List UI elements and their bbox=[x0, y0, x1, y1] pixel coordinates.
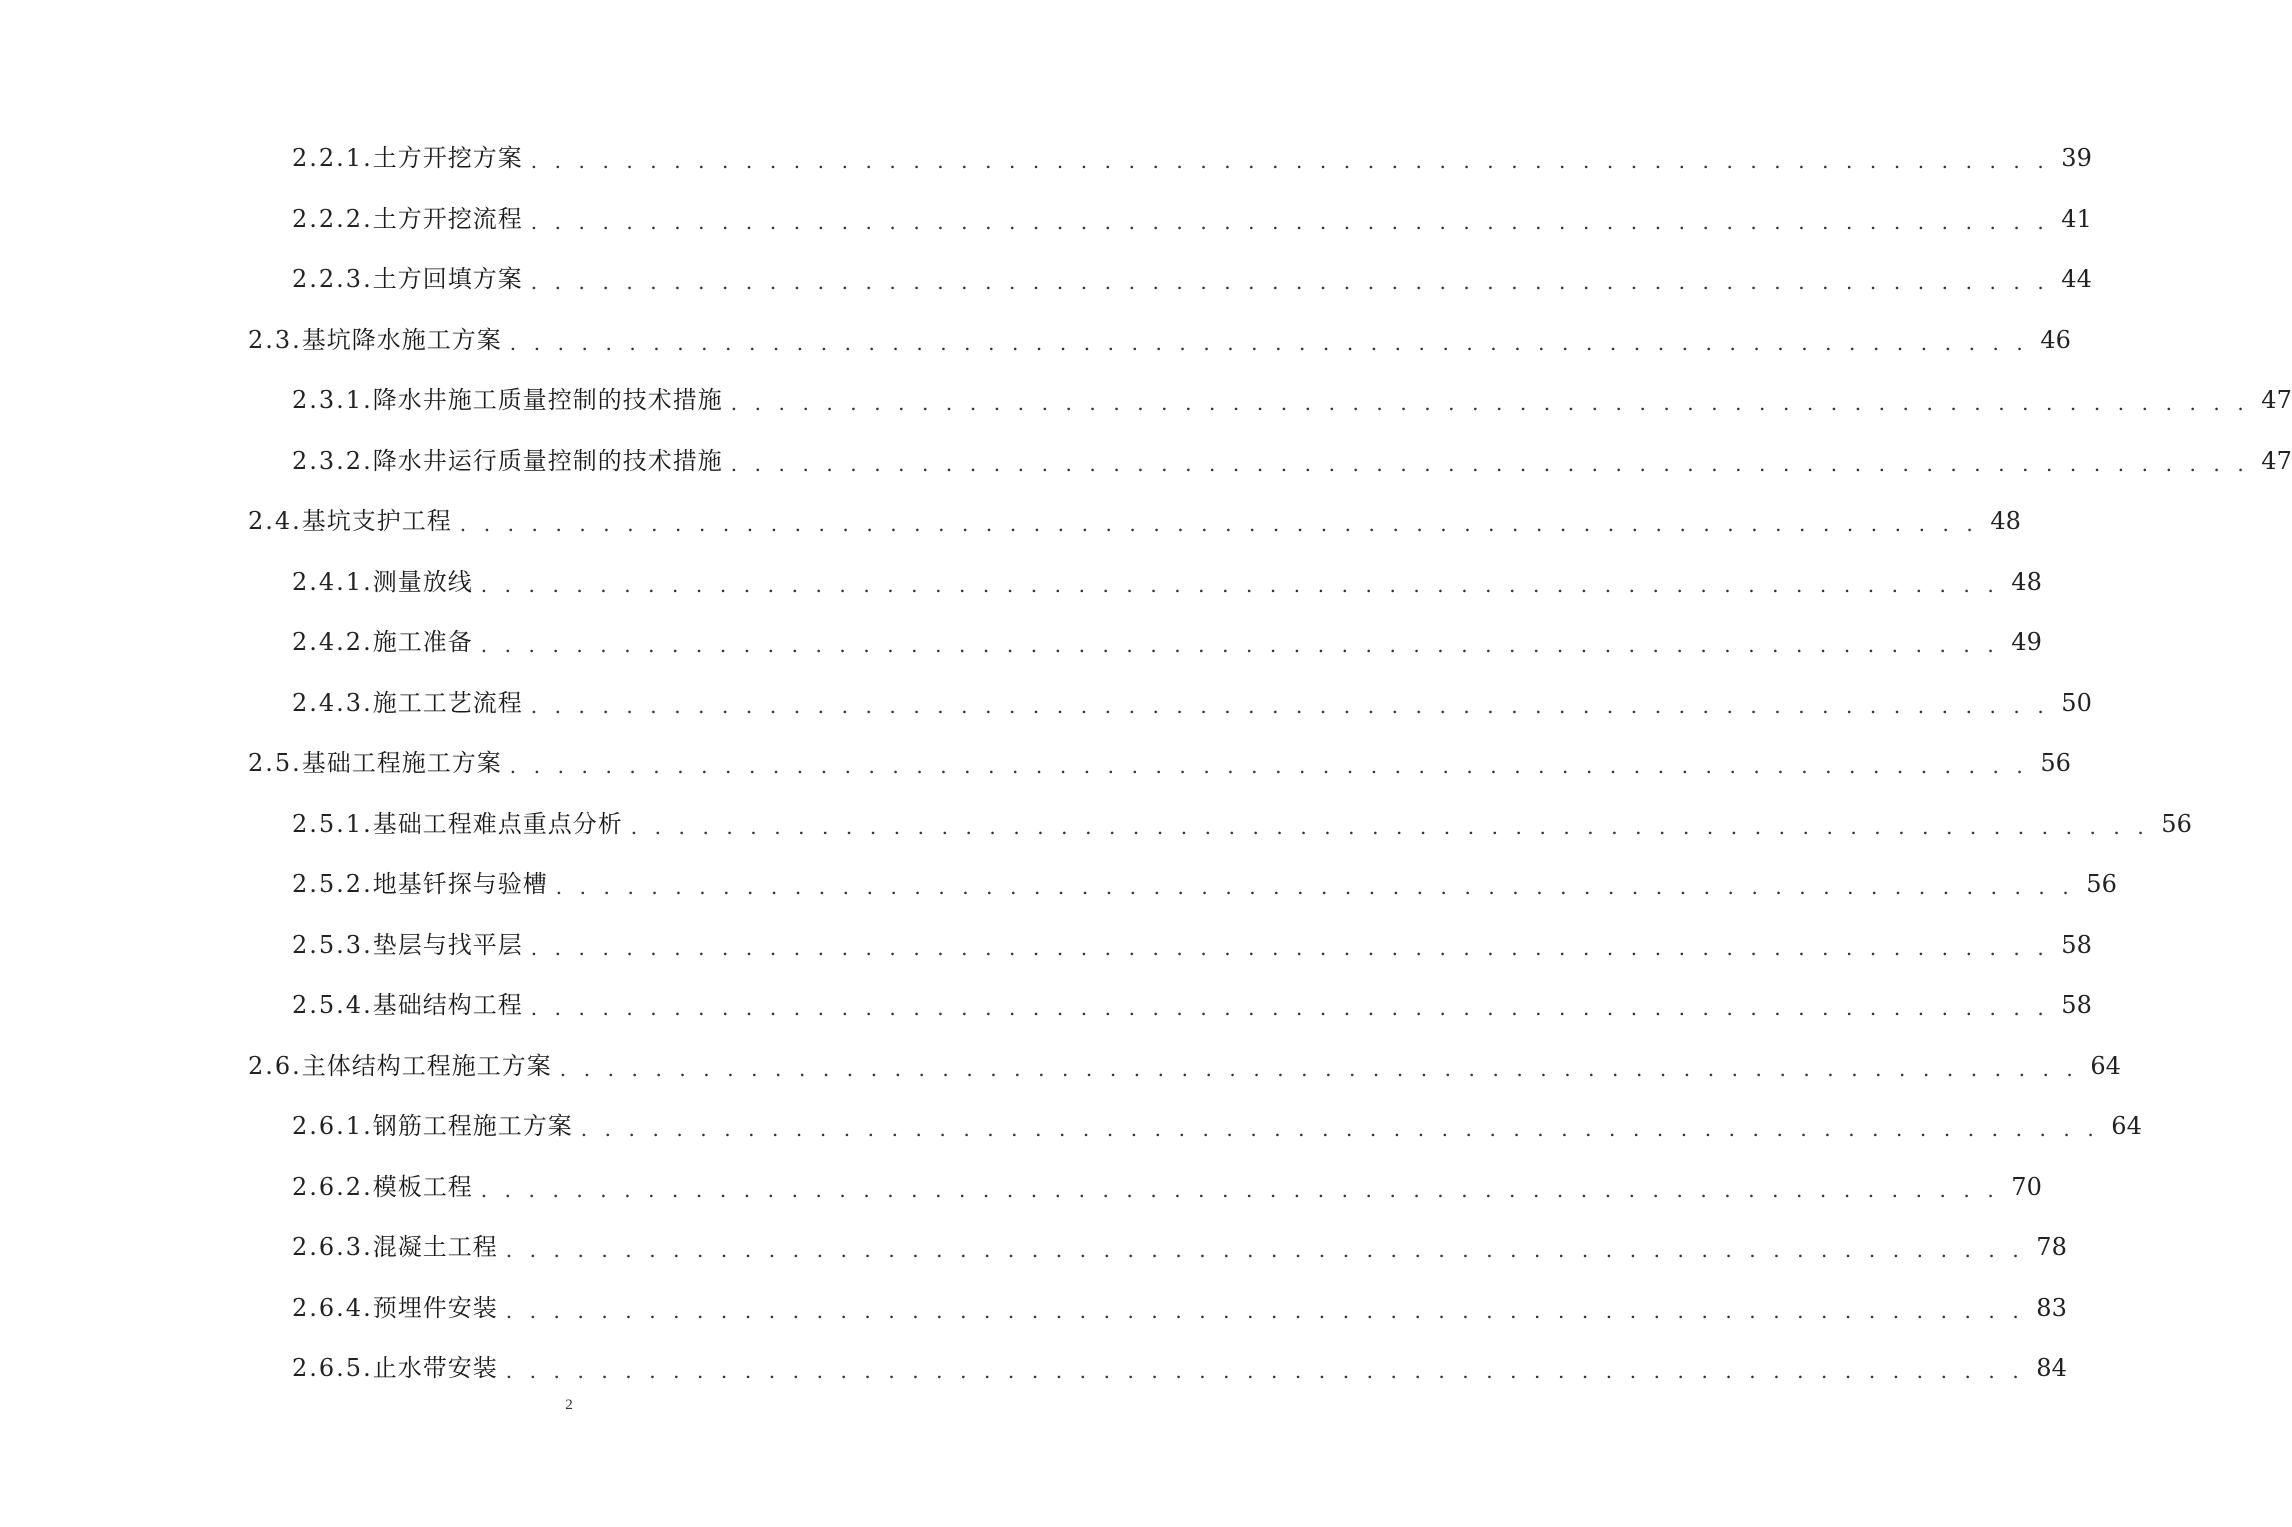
toc-entry-title: 土方回填方案 bbox=[372, 265, 523, 294]
toc-entry-number: 2.5.4. bbox=[292, 991, 373, 1020]
toc-entry-number: 2.5.3. bbox=[292, 930, 373, 959]
toc-entry-number: 2.6.2. bbox=[292, 1172, 373, 1201]
toc-entry[interactable] bbox=[0, 854, 2117, 915]
toc-entry-number: 2.6. bbox=[248, 1051, 302, 1080]
toc-entry[interactable] bbox=[0, 552, 2042, 613]
toc-entry[interactable] bbox=[0, 915, 2092, 976]
toc-entry[interactable] bbox=[0, 1157, 2042, 1218]
toc-entry-page: 64 bbox=[2090, 1051, 2121, 1080]
page-number: 2 bbox=[565, 1397, 573, 1413]
toc-entry-number: 2.3.2. bbox=[292, 446, 373, 475]
toc-entry-page: 78 bbox=[2036, 1233, 2067, 1262]
dot-leader: . . . . . . . . . . . . . . . . . . . . . . . . . . . . . . . . . . . . . . . . . . . . . . . . . . . . . . . . . . . . . . . . bbox=[530, 935, 2050, 960]
toc-entry-page: 48 bbox=[2011, 567, 2042, 596]
toc-entry-number: 2.3. bbox=[248, 325, 302, 354]
toc-entry-page: 44 bbox=[2061, 265, 2092, 294]
toc-entry[interactable] bbox=[0, 1096, 2142, 1157]
toc-entry-number: 2.4.2. bbox=[292, 628, 373, 657]
dot-leader: . . . . . . . . . . . . . . . . . . . . . . . . . . . . . . . . . . . . . . . . . . . . . . . . . . . . . . . . . . . . . . . . bbox=[559, 1056, 2079, 1081]
toc-entry-page: 84 bbox=[2036, 1354, 2067, 1383]
toc-entry[interactable] bbox=[0, 431, 2292, 492]
dot-leader: . . . . . . . . . . . . . . . . . . . . . . . . . . . . . . . . . . . . . . . . . . . . . . . . . . . . . . . . . . . . . . . . bbox=[530, 209, 2050, 234]
toc-entry[interactable] bbox=[0, 249, 2092, 310]
toc-entry-number: 2.6.5. bbox=[292, 1354, 373, 1383]
toc-entry-title: 地基钎探与验槽 bbox=[372, 870, 548, 899]
toc-entry-number: 2.5.1. bbox=[292, 809, 373, 838]
toc-entry-title: 土方开挖方案 bbox=[372, 144, 523, 173]
toc-entry-number: 2.5.2. bbox=[292, 870, 373, 899]
toc-entry[interactable] bbox=[0, 370, 2292, 431]
toc-entry[interactable] bbox=[0, 310, 2071, 371]
toc-entry-number: 2.4.1. bbox=[292, 567, 373, 596]
dot-leader: . . . . . . . . . . . . . . . . . . . . . . . . . . . . . . . . . . . . . . . . . . . . . . . . . . . . . . . . . . . . . . . . bbox=[555, 875, 2075, 900]
toc-entry-page: 56 bbox=[2086, 870, 2117, 899]
toc-entry-title: 测量放线 bbox=[372, 567, 473, 596]
toc-entry-page: 39 bbox=[2061, 144, 2092, 173]
toc-entry-page: 49 bbox=[2011, 628, 2042, 657]
toc-entry[interactable] bbox=[0, 491, 2021, 552]
toc-entry-title: 混凝土工程 bbox=[372, 1233, 498, 1262]
toc-entry-title: 降水井施工质量控制的技术措施 bbox=[372, 386, 723, 415]
dot-leader: . . . . . . . . . . . . . . . . . . . . . . . . . . . . . . . . . . . . . . . . . . . . . . . . . . . . . . . . . . . . . . . . bbox=[509, 754, 2029, 779]
toc-entry-number: 2.5. bbox=[248, 749, 302, 778]
toc-entry-page: 41 bbox=[2061, 204, 2092, 233]
toc-entry-page: 47 bbox=[2261, 446, 2292, 475]
toc-entry-title: 基坑降水施工方案 bbox=[301, 325, 502, 354]
toc-entry-page: 58 bbox=[2061, 930, 2092, 959]
dot-leader: . . . . . . . . . . . . . . . . . . . . . . . . . . . . . . . . . . . . . . . . . . . . . . . . . . . . . . . . . . . . . . . . bbox=[630, 814, 2150, 839]
toc-entry-title: 施工工艺流程 bbox=[372, 688, 523, 717]
toc-entry-title: 基坑支护工程 bbox=[301, 507, 452, 536]
toc-entry-title: 钢筋工程施工方案 bbox=[372, 1112, 573, 1141]
toc-entry-number: 2.6.4. bbox=[292, 1293, 373, 1322]
toc-entry-page: 46 bbox=[2040, 325, 2071, 354]
toc-entry-page: 58 bbox=[2061, 991, 2092, 1020]
dot-leader: . . . . . . . . . . . . . . . . . . . . . . . . . . . . . . . . . . . . . . . . . . . . . . . . . . . . . . . . . . . . . . . . bbox=[505, 1359, 2025, 1384]
dot-leader: . . . . . . . . . . . . . . . . . . . . . . . . . . . . . . . . . . . . . . . . . . . . . . . . . . . . . . . . . . . . . . . . bbox=[730, 451, 2250, 476]
toc-entry[interactable] bbox=[0, 975, 2092, 1036]
toc-entry-page: 83 bbox=[2036, 1293, 2067, 1322]
dot-leader: . . . . . . . . . . . . . . . . . . . . . . . . . . . . . . . . . . . . . . . . . . . . . . . . . . . . . . . . . . . . . . . . bbox=[530, 996, 2050, 1021]
toc-entry[interactable] bbox=[0, 1217, 2067, 1278]
toc-entry-title: 降水井运行质量控制的技术措施 bbox=[372, 446, 723, 475]
toc-entry-number: 2.6.3. bbox=[292, 1233, 373, 1262]
toc-entry-title: 土方开挖流程 bbox=[372, 204, 523, 233]
toc-entry-number: 2.2.1. bbox=[292, 144, 373, 173]
toc-entry-page: 70 bbox=[2011, 1172, 2042, 1201]
toc-entry-number: 2.2.3. bbox=[292, 265, 373, 294]
toc-entry-title: 止水带安装 bbox=[372, 1354, 498, 1383]
toc-entry-title: 基础工程施工方案 bbox=[301, 749, 502, 778]
toc-entry[interactable] bbox=[0, 1036, 2121, 1097]
toc-entry-title: 垫层与找平层 bbox=[372, 930, 523, 959]
toc-entry[interactable] bbox=[0, 612, 2042, 673]
dot-leader: . . . . . . . . . . . . . . . . . . . . . . . . . . . . . . . . . . . . . . . . . . . . . . . . . . . . . . . . . . . . . . . . bbox=[580, 1117, 2100, 1142]
toc-entry[interactable] bbox=[0, 189, 2092, 250]
dot-leader: . . . . . . . . . . . . . . . . . . . . . . . . . . . . . . . . . . . . . . . . . . . . . . . . . . . . . . . . . . . . . . . . bbox=[730, 391, 2250, 416]
toc-entry-title: 主体结构工程施工方案 bbox=[301, 1051, 552, 1080]
dot-leader: . . . . . . . . . . . . . . . . . . . . . . . . . . . . . . . . . . . . . . . . . . . . . . . . . . . . . . . . . . . . . . . . bbox=[530, 693, 2050, 718]
toc-entry[interactable] bbox=[0, 1338, 2067, 1399]
dot-leader: . . . . . . . . . . . . . . . . . . . . . . . . . . . . . . . . . . . . . . . . . . . . . . . . . . . . . . . . . . . . . . . . bbox=[505, 1298, 2025, 1323]
dot-leader: . . . . . . . . . . . . . . . . . . . . . . . . . . . . . . . . . . . . . . . . . . . . . . . . . . . . . . . . . . . . . . . . bbox=[459, 512, 1979, 537]
toc-entry-title: 基础结构工程 bbox=[372, 991, 523, 1020]
toc-entry-page: 48 bbox=[1990, 507, 2021, 536]
table-of-contents bbox=[0, 128, 2292, 1399]
toc-entry-number: 2.2.2. bbox=[292, 204, 373, 233]
dot-leader: . . . . . . . . . . . . . . . . . . . . . . . . . . . . . . . . . . . . . . . . . . . . . . . . . . . . . . . . . . . . . . . . bbox=[505, 1238, 2025, 1263]
dot-leader: . . . . . . . . . . . . . . . . . . . . . . . . . . . . . . . . . . . . . . . . . . . . . . . . . . . . . . . . . . . . . . . . bbox=[530, 270, 2050, 295]
toc-entry-number: 2.4.3. bbox=[292, 688, 373, 717]
toc-entry-title: 基础工程难点重点分析 bbox=[372, 809, 623, 838]
toc-entry[interactable] bbox=[0, 128, 2092, 189]
toc-entry-title: 施工准备 bbox=[372, 628, 473, 657]
toc-entry-number: 2.6.1. bbox=[292, 1112, 373, 1141]
toc-entry-title: 模板工程 bbox=[372, 1172, 473, 1201]
toc-entry-page: 50 bbox=[2061, 688, 2092, 717]
dot-leader: . . . . . . . . . . . . . . . . . . . . . . . . . . . . . . . . . . . . . . . . . . . . . . . . . . . . . . . . . . . . . . . . bbox=[480, 572, 2000, 597]
dot-leader: . . . . . . . . . . . . . . . . . . . . . . . . . . . . . . . . . . . . . . . . . . . . . . . . . . . . . . . . . . . . . . . . bbox=[509, 330, 2029, 355]
toc-entry-page: 56 bbox=[2040, 749, 2071, 778]
toc-entry-number: 2.3.1. bbox=[292, 386, 373, 415]
toc-entry-page: 64 bbox=[2111, 1112, 2142, 1141]
toc-entry[interactable] bbox=[0, 673, 2092, 734]
dot-leader: . . . . . . . . . . . . . . . . . . . . . . . . . . . . . . . . . . . . . . . . . . . . . . . . . . . . . . . . . . . . . . . . bbox=[480, 633, 2000, 658]
toc-entry-title: 预埋件安装 bbox=[372, 1293, 498, 1322]
toc-entry[interactable] bbox=[0, 794, 2192, 855]
toc-entry[interactable] bbox=[0, 1278, 2067, 1339]
toc-entry[interactable] bbox=[0, 733, 2071, 794]
toc-entry-page: 47 bbox=[2261, 386, 2292, 415]
toc-entry-page: 56 bbox=[2161, 809, 2192, 838]
dot-leader: . . . . . . . . . . . . . . . . . . . . . . . . . . . . . . . . . . . . . . . . . . . . . . . . . . . . . . . . . . . . . . . . bbox=[480, 1177, 2000, 1202]
dot-leader: . . . . . . . . . . . . . . . . . . . . . . . . . . . . . . . . . . . . . . . . . . . . . . . . . . . . . . . . . . . . . . . . bbox=[530, 149, 2050, 174]
toc-entry-number: 2.4. bbox=[248, 507, 302, 536]
